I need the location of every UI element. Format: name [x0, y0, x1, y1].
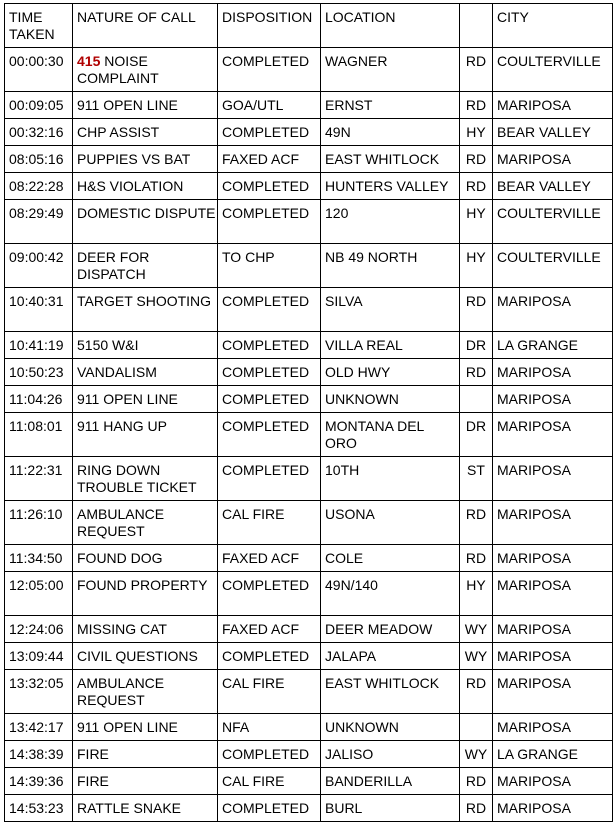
cell-nature-of-call: [73, 48, 218, 92]
cell-nature-of-call: [73, 244, 218, 288]
nature-text: FIRE: [77, 746, 109, 762]
cell-location: 120: [321, 200, 460, 244]
cell-disposition: FAXED ACF: [218, 146, 321, 173]
cell-city: LA GRANGE: [493, 332, 613, 359]
cell-nature-of-call: [73, 119, 218, 146]
cell-location: BANDERILLA: [321, 768, 460, 795]
cell-nature-of-call: [73, 332, 218, 359]
table-row: [5, 670, 613, 714]
nature-text: 911 HANG UP: [77, 418, 167, 434]
cell-time-taken: 08:05:16: [5, 146, 73, 173]
cell-street-suffix: HY: [460, 244, 493, 288]
table-row: [5, 244, 613, 288]
cell-disposition: COMPLETED: [218, 413, 321, 457]
table-row: [5, 643, 613, 670]
table-row: [5, 48, 613, 92]
cell-time-taken: 12:24:06: [5, 616, 73, 643]
table-row: [5, 332, 613, 359]
cell-disposition: COMPLETED: [218, 48, 321, 92]
cell-nature-of-call: [73, 768, 218, 795]
nature-text: NOISE COMPLAINT: [77, 53, 159, 86]
cell-nature-of-call: [73, 146, 218, 173]
cell-disposition: COMPLETED: [218, 288, 321, 332]
cell-city: MARIPOSA: [493, 714, 613, 741]
cell-city: MARIPOSA: [493, 146, 613, 173]
cell-street-suffix: ST: [460, 457, 493, 501]
cell-disposition: COMPLETED: [218, 643, 321, 670]
cell-street-suffix: DR: [460, 332, 493, 359]
cell-city: BEAR VALLEY: [493, 173, 613, 200]
cell-nature-of-call: [73, 643, 218, 670]
cell-street-suffix: HY: [460, 200, 493, 244]
cell-city: COULTERVILLE: [493, 200, 613, 244]
table-row: [5, 146, 613, 173]
cell-nature-of-call: [73, 714, 218, 741]
cell-location: JALISO: [321, 741, 460, 768]
cell-street-suffix: WY: [460, 741, 493, 768]
cell-street-suffix: WY: [460, 616, 493, 643]
cell-street-suffix: DR: [460, 413, 493, 457]
nature-code: 415: [77, 53, 101, 69]
header-row: [5, 4, 613, 48]
nature-text: PUPPIES VS BAT: [77, 151, 191, 167]
table-row: [5, 714, 613, 741]
nature-text: H&S VIOLATION: [77, 178, 184, 194]
cell-time-taken: 08:22:28: [5, 173, 73, 200]
nature-text: VANDALISM: [77, 364, 157, 380]
cell-disposition: COMPLETED: [218, 741, 321, 768]
cell-location: NB 49 NORTH: [321, 244, 460, 288]
table-row: [5, 545, 613, 572]
nature-text: 911 OPEN LINE: [77, 97, 178, 113]
table-row: [5, 359, 613, 386]
cell-street-suffix: RD: [460, 359, 493, 386]
cell-disposition: COMPLETED: [218, 359, 321, 386]
cell-time-taken: 00:32:16: [5, 119, 73, 146]
cell-location: EAST WHITLOCK: [321, 670, 460, 714]
cell-disposition: CAL FIRE: [218, 768, 321, 795]
cell-location: 10TH: [321, 457, 460, 501]
cell-disposition: NFA: [218, 714, 321, 741]
table-row: [5, 119, 613, 146]
cell-nature-of-call: [73, 413, 218, 457]
cell-nature-of-call: [73, 173, 218, 200]
nature-text: FOUND DOG: [77, 550, 163, 566]
cell-location: BURL: [321, 795, 460, 822]
nature-text: RATTLE SNAKE: [77, 800, 181, 816]
nature-text: DOMESTIC DISPUTE: [77, 205, 216, 221]
cell-disposition: COMPLETED: [218, 119, 321, 146]
cell-location: COLE: [321, 545, 460, 572]
cell-city: MARIPOSA: [493, 768, 613, 795]
cell-nature-of-call: [73, 200, 218, 244]
nature-text: AMBULANCE REQUEST: [77, 506, 165, 539]
table-row: [5, 173, 613, 200]
header-city: CITY: [493, 4, 613, 48]
cell-time-taken: 11:08:01: [5, 413, 73, 457]
cell-location: UNKNOWN: [321, 386, 460, 413]
cell-street-suffix: RD: [460, 768, 493, 795]
table-row: [5, 572, 613, 616]
cell-street-suffix: RD: [460, 146, 493, 173]
table-row: [5, 795, 613, 822]
cell-location: 49N/140: [321, 572, 460, 616]
cell-city: COULTERVILLE: [493, 48, 613, 92]
cell-nature-of-call: [73, 545, 218, 572]
nature-text: TARGET SHOOTING: [77, 293, 212, 309]
cell-street-suffix: RD: [460, 545, 493, 572]
cell-time-taken: 13:42:17: [5, 714, 73, 741]
cell-location: OLD HWY: [321, 359, 460, 386]
cell-disposition: COMPLETED: [218, 173, 321, 200]
table-row: [5, 741, 613, 768]
nature-text: FIRE: [77, 773, 109, 789]
cell-location: JALAPA: [321, 643, 460, 670]
nature-text: AMBULANCE REQUEST: [77, 675, 165, 708]
table-row: [5, 92, 613, 119]
cell-street-suffix: HY: [460, 119, 493, 146]
cell-street-suffix: RD: [460, 48, 493, 92]
nature-text: 5150 W&I: [77, 337, 139, 353]
cell-time-taken: 09:00:42: [5, 244, 73, 288]
cell-city: MARIPOSA: [493, 795, 613, 822]
nature-text: 911 OPEN LINE: [77, 719, 178, 735]
cell-street-suffix: RD: [460, 288, 493, 332]
cell-time-taken: 13:09:44: [5, 643, 73, 670]
header-location: LOCATION: [321, 4, 460, 48]
cell-time-taken: 11:26:10: [5, 501, 73, 545]
cell-city: MARIPOSA: [493, 457, 613, 501]
nature-text: CIVIL QUESTIONS: [77, 648, 198, 664]
call-log-body: [5, 48, 613, 822]
cell-nature-of-call: [73, 795, 218, 822]
cell-disposition: FAXED ACF: [218, 616, 321, 643]
cell-time-taken: 00:09:05: [5, 92, 73, 119]
cell-city: MARIPOSA: [493, 288, 613, 332]
cell-disposition: COMPLETED: [218, 572, 321, 616]
cell-disposition: FAXED ACF: [218, 545, 321, 572]
cell-location: USONA: [321, 501, 460, 545]
cell-city: MARIPOSA: [493, 572, 613, 616]
cell-disposition: COMPLETED: [218, 457, 321, 501]
cell-disposition: COMPLETED: [218, 200, 321, 244]
cell-city: MARIPOSA: [493, 386, 613, 413]
cell-disposition: TO CHP: [218, 244, 321, 288]
cell-city: MARIPOSA: [493, 359, 613, 386]
cell-nature-of-call: [73, 288, 218, 332]
call-log-table: [4, 3, 613, 822]
header-nature-of-call: NATURE OF CALL: [73, 4, 218, 48]
cell-nature-of-call: [73, 616, 218, 643]
cell-time-taken: 11:34:50: [5, 545, 73, 572]
cell-city: MARIPOSA: [493, 545, 613, 572]
cell-city: MARIPOSA: [493, 616, 613, 643]
cell-time-taken: 12:05:00: [5, 572, 73, 616]
nature-text: 911 OPEN LINE: [77, 391, 178, 407]
cell-nature-of-call: [73, 92, 218, 119]
header-disposition: DISPOSITION: [218, 4, 321, 48]
cell-city: BEAR VALLEY: [493, 119, 613, 146]
nature-text: DEER FOR DISPATCH: [77, 249, 150, 282]
cell-location: ERNST: [321, 92, 460, 119]
cell-street-suffix: RD: [460, 670, 493, 714]
cell-nature-of-call: [73, 670, 218, 714]
cell-location: EAST WHITLOCK: [321, 146, 460, 173]
cell-time-taken: 10:50:23: [5, 359, 73, 386]
nature-text: MISSING CAT: [77, 621, 167, 637]
nature-text: CHP ASSIST: [77, 124, 160, 140]
cell-nature-of-call: [73, 572, 218, 616]
table-row: [5, 457, 613, 501]
table-row: [5, 386, 613, 413]
cell-time-taken: 14:39:36: [5, 768, 73, 795]
cell-disposition: COMPLETED: [218, 795, 321, 822]
cell-street-suffix: RD: [460, 92, 493, 119]
table-row: [5, 413, 613, 457]
cell-disposition: CAL FIRE: [218, 501, 321, 545]
cell-disposition: COMPLETED: [218, 386, 321, 413]
table-row: [5, 288, 613, 332]
cell-city: MARIPOSA: [493, 501, 613, 545]
cell-nature-of-call: [73, 501, 218, 545]
cell-street-suffix: RD: [460, 501, 493, 545]
table-row: [5, 768, 613, 795]
cell-street-suffix: RD: [460, 173, 493, 200]
cell-city: LA GRANGE: [493, 741, 613, 768]
cell-location: DEER MEADOW: [321, 616, 460, 643]
cell-street-suffix: WY: [460, 643, 493, 670]
cell-location: SILVA: [321, 288, 460, 332]
cell-disposition: CAL FIRE: [218, 670, 321, 714]
table-row: [5, 501, 613, 545]
nature-text: FOUND PROPERTY: [77, 577, 208, 593]
cell-location: HUNTERS VALLEY: [321, 173, 460, 200]
cell-city: MARIPOSA: [493, 413, 613, 457]
cell-city: MARIPOSA: [493, 670, 613, 714]
cell-location: UNKNOWN: [321, 714, 460, 741]
cell-time-taken: 10:41:19: [5, 332, 73, 359]
cell-nature-of-call: [73, 741, 218, 768]
cell-location: MONTANA DEL ORO: [321, 413, 460, 457]
cell-time-taken: 14:53:23: [5, 795, 73, 822]
cell-city: MARIPOSA: [493, 643, 613, 670]
cell-city: COULTERVILLE: [493, 244, 613, 288]
cell-street-suffix: RD: [460, 795, 493, 822]
cell-disposition: GOA/UTL: [218, 92, 321, 119]
cell-disposition: COMPLETED: [218, 332, 321, 359]
header-street-suffix: [460, 4, 493, 48]
cell-time-taken: 11:22:31: [5, 457, 73, 501]
cell-location: VILLA REAL: [321, 332, 460, 359]
cell-time-taken: 00:00:30: [5, 48, 73, 92]
cell-nature-of-call: [73, 359, 218, 386]
cell-location: WAGNER: [321, 48, 460, 92]
table-row: [5, 200, 613, 244]
cell-location: 49N: [321, 119, 460, 146]
cell-nature-of-call: [73, 457, 218, 501]
cell-city: MARIPOSA: [493, 92, 613, 119]
cell-street-suffix: HY: [460, 572, 493, 616]
cell-time-taken: 11:04:26: [5, 386, 73, 413]
cell-street-suffix: [460, 386, 493, 413]
table-row: [5, 616, 613, 643]
header-time-taken: TIME TAKEN: [5, 4, 73, 48]
cell-time-taken: 08:29:49: [5, 200, 73, 244]
cell-street-suffix: [460, 714, 493, 741]
cell-time-taken: 13:32:05: [5, 670, 73, 714]
cell-time-taken: 10:40:31: [5, 288, 73, 332]
cell-nature-of-call: [73, 386, 218, 413]
nature-text: RING DOWN TROUBLE TICKET: [77, 462, 197, 495]
cell-time-taken: 14:38:39: [5, 741, 73, 768]
